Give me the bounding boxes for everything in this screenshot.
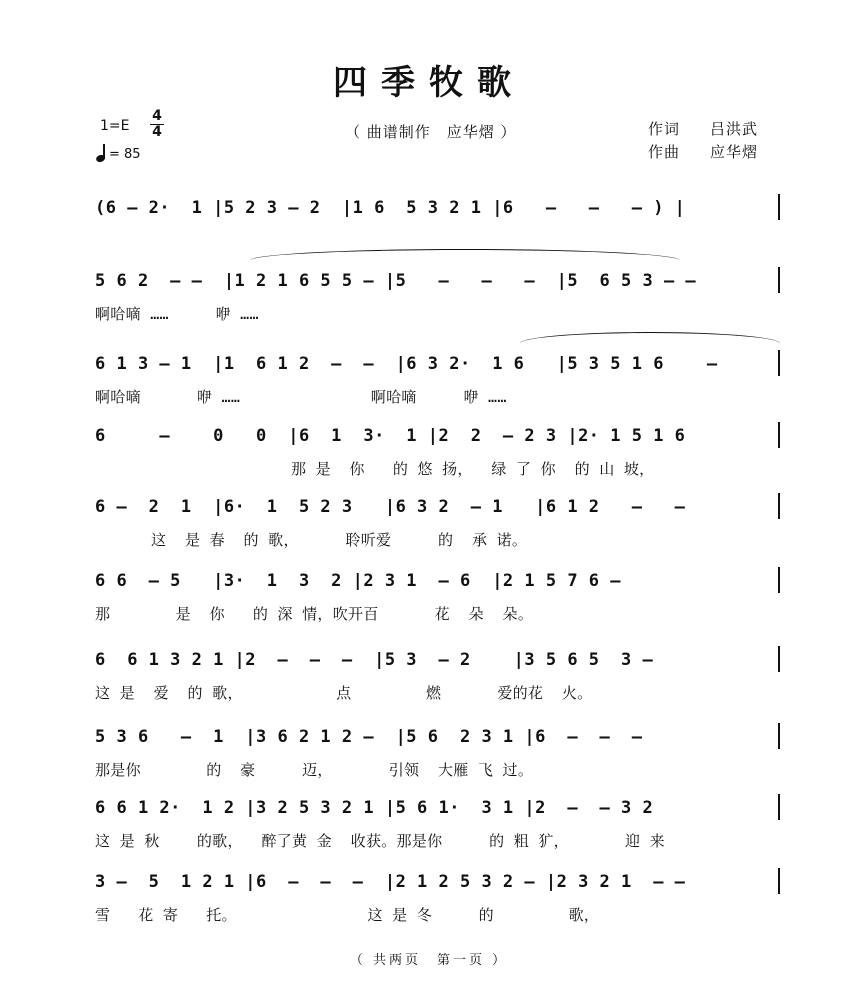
- lyric-line: 那 是 你 的 悠 扬， 绿 了 你 的 山 坡，: [95, 460, 655, 478]
- time-signature: [150, 110, 164, 139]
- lyric-line: 啊哈嘀 …… 咿 ……: [95, 305, 259, 323]
- tempo-marking: [96, 144, 141, 162]
- notation-line: 6 6 1 2· 1 2 |3 2 5 3 2 1 |5 6 1· 3 1 |2 – – 3 2: [95, 798, 654, 818]
- page-footer: （ 共两页 第一页 ）: [349, 953, 509, 968]
- lyricist-name: 吕洪武: [710, 120, 759, 138]
- barline: [778, 422, 780, 448]
- notation-line: 5 3 6 – 1 |3 6 2 1 2 – |5 6 2 3 1 |6 – – –: [95, 727, 643, 747]
- slur-mark: [520, 332, 780, 355]
- lyric-line: 啊哈嘀 咿 …… 啊哈嘀 咿 ……: [95, 388, 507, 406]
- barline: [778, 567, 780, 593]
- composer-credit: [648, 141, 758, 162]
- song-title: 四季牧歌: [333, 63, 525, 103]
- barline: [778, 493, 780, 519]
- barline: [778, 194, 780, 220]
- lyric-line: 那 是 你 的 深 情，吹开百 花 朵 朵。: [95, 605, 534, 623]
- notation-line: 6 6 – 5 |3· 1 3 2 |2 3 1 – 6 |2 1 5 7 6 –: [95, 571, 622, 591]
- arranger-note: （ 曲谱制作 应华熠 ）: [345, 123, 517, 141]
- notation-line: 6 – 2 1 |6· 1 5 2 3 |6 3 2 – 1 |6 1 2 – –: [95, 497, 686, 517]
- lyric-line: 这 是 秋 的歌， 醉了黄 金 收获。那是你 的 粗 犷， 迎 来: [95, 832, 665, 850]
- key-signature: 1=E: [100, 118, 130, 134]
- barline: [778, 267, 780, 293]
- lyric-line: 这 是 爱 的 歌， 点 燃 爱的花 火。: [95, 684, 593, 702]
- notation-line: 5 6 2 – – |1 2 1 6 5 5 – |5 – – – |5 6 5 3 – –: [95, 271, 697, 291]
- lyric-line: 这 是 春 的 歌， 聆听爱 的 承 诺。: [95, 531, 528, 549]
- composer-name: 应华熠: [710, 143, 759, 161]
- notation-line: (6 – 2· 1 |5 2 3 – 2 |1 6 5 3 2 1 |6 – – – ) |: [95, 198, 686, 218]
- lyric-line: 雪 花 寄 托。 这 是 冬 的 歌，: [95, 906, 600, 924]
- notation-line: 6 6 1 3 2 1 |2 – – – |5 3 – 2 |3 5 6 5 3 –: [95, 650, 654, 670]
- slur-mark: [250, 249, 680, 272]
- tempo-value: = 85: [109, 147, 141, 162]
- time-signature-bottom: 4: [152, 124, 162, 140]
- lyricist-role: 作词: [648, 120, 681, 138]
- lyric-line: 那是你 的 豪 迈， 引领 大雁 飞 过。: [95, 761, 534, 779]
- notation-line: 6 – 0 0 |6 1 3· 1 |2 2 – 2 3 |2· 1 5 1 6: [95, 426, 686, 446]
- barline: [778, 868, 780, 894]
- lyricist-credit: [648, 118, 758, 139]
- notation-line: 6 1 3 – 1 |1 6 1 2 – – |6 3 2· 1 6 |5 3 5 1 6 –: [95, 354, 718, 374]
- notation-line: 3 – 5 1 2 1 |6 – – – |2 1 2 5 3 2 – |2 3 2 1 – –: [95, 872, 686, 892]
- quarter-note-icon: [96, 144, 106, 162]
- composer-role: 作曲: [648, 143, 681, 161]
- barline: [778, 350, 780, 376]
- time-signature-top: 4: [152, 108, 162, 124]
- barline: [778, 794, 780, 820]
- barline: [778, 646, 780, 672]
- barline: [778, 723, 780, 749]
